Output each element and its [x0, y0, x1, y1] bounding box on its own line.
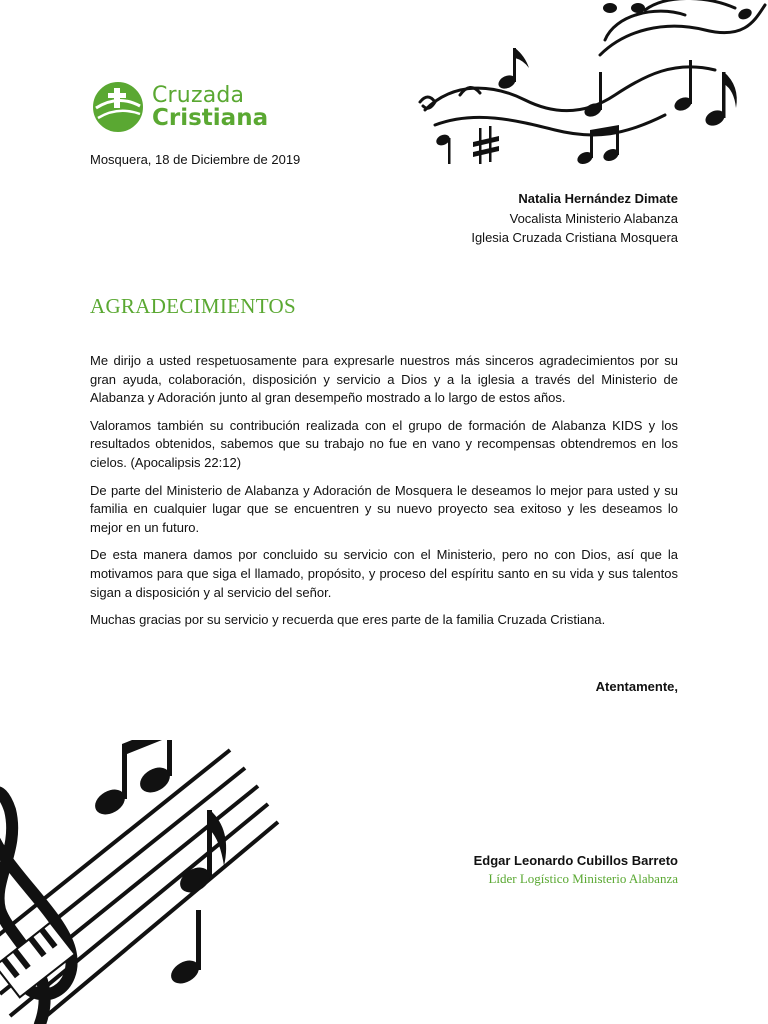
recipient-role: Vocalista Ministerio Alabanza	[509, 210, 678, 226]
body-paragraph: Valoramos también su contribución realizada con el grupo de formación de Alabanza KIDS y los resultados obtenidos, sabemos que su trabajo no fue en vano y recompensas obtendremos en los cielos. (Apocalipsis 22:12)	[90, 417, 678, 470]
body-paragraph: De parte del Ministerio de Alabanza y Adoración de Mosquera le deseamos lo mejor para usted y su familia en cualquier lugar que se encuentren y su nuevo proyecto sea exitoso y les deseamos lo mejor en un futuro.	[90, 482, 678, 535]
letter-heading: AGRADECIMIENTOS	[90, 294, 296, 318]
closing-salutation: Atentamente,	[595, 679, 678, 694]
logo-name-line2: Cristiana	[152, 105, 269, 131]
treble-clef-bottom-decoration	[0, 740, 280, 1024]
music-notes-top-decoration	[415, 0, 768, 185]
letter-body	[90, 352, 678, 639]
recipient-church: Iglesia Cruzada Cristiana Mosquera	[471, 230, 678, 245]
letter-date: Mosquera, 18 de Diciembre de 2019	[90, 152, 301, 167]
logo-name-line1: Cruzada	[152, 83, 245, 108]
church-logo	[90, 78, 268, 136]
body-paragraph: De esta manera damos por concluido su servicio con el Ministerio, pero no con Dios, así que la motivamos para que siga el llamado, propósito, y proceso del espíritu santo en su vida y sus talentos sigan a disposición y al servicio del señor.	[90, 547, 678, 600]
recipient-name: Natalia Hernández Dimate	[518, 191, 678, 206]
body-paragraph: Me dirijo a usted respetuosamente para expresarle nuestros más sinceros agradecimientos por su gran ayuda, colaboración, disposición y servicio a Dios y a la iglesia a través del Ministerio de Alabanza y Adoración junto al gran desempeño mostrado a lo largo de estos años.	[90, 353, 678, 406]
signatory-name: Edgar Leonardo Cubillos Barreto	[473, 853, 678, 868]
cross-globe-icon	[90, 78, 146, 136]
body-paragraph: Muchas gracias por su servicio y recuerda que eres parte de la familia Cruzada Cristiana.	[90, 612, 606, 628]
signatory-title: Líder Logístico Ministerio Alabanza	[488, 871, 678, 886]
recipient-block	[471, 189, 678, 248]
